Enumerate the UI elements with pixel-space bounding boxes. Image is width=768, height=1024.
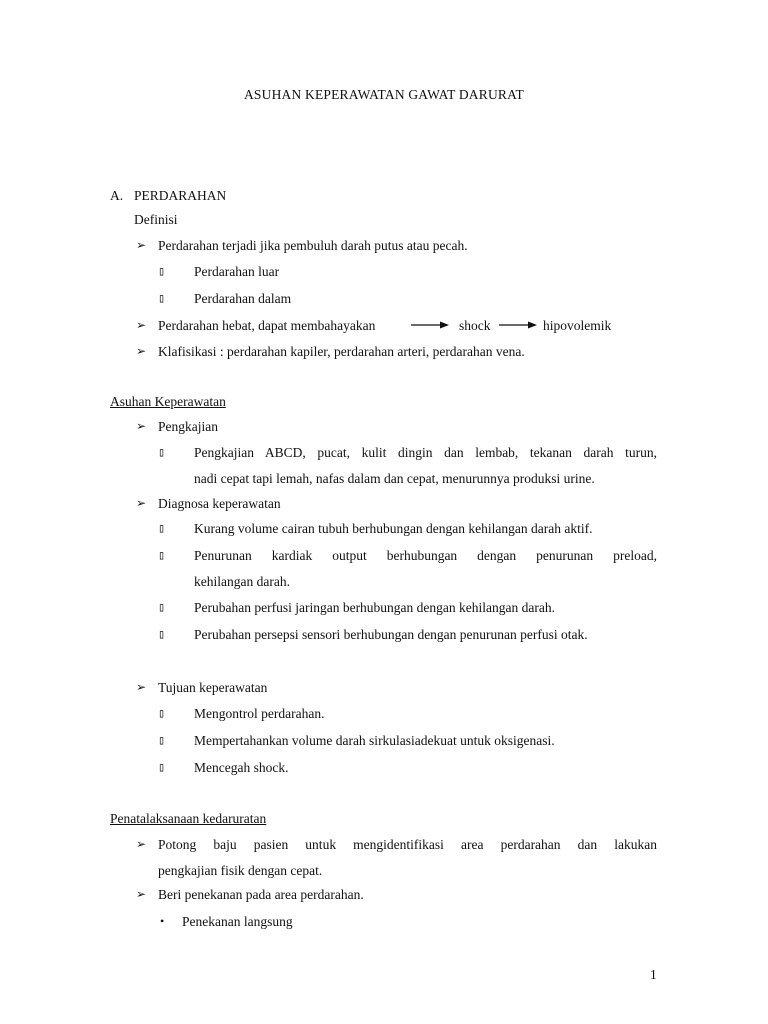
box-bullet-icon: ▯ [158, 264, 166, 278]
pengkajian-label: Pengkajian [158, 419, 218, 434]
definisi-item-1: Perdarahan terjadi jika pembuluh darah putus atau pecah. [158, 238, 468, 253]
diagnosa-label: Diagnosa keperawatan [158, 496, 281, 511]
right-arrow-icon [498, 319, 538, 331]
tujuan-item-3: Mencegah shock. [194, 760, 289, 775]
arrow-bullet-icon: ➢ [136, 419, 147, 433]
arrow-bullet-icon: ➢ [136, 318, 147, 332]
right-arrow-icon [410, 319, 450, 331]
section-a-heading: PERDARAHAN [134, 188, 227, 203]
penatalaksanaan-sub-1: Penekanan langsung [182, 914, 293, 929]
penatalaksanaan-item-1-line-1: Potong baju pasien untuk mengidentifikasi area perdarahan dan lakukan [158, 837, 657, 852]
penatalaksanaan-heading: Penatalaksanaan kedaruratan [110, 811, 267, 826]
page-number: 1 [650, 967, 657, 982]
diagnosa-item-2-line-1: Penurunan kardiak output berhubungan dengan penurunan preload, [194, 548, 657, 563]
box-bullet-icon: ▯ [158, 291, 166, 305]
arrow-bullet-icon: ➢ [136, 887, 147, 901]
penatalaksanaan-item-1-line-2: pengkajian fisik dengan cepat. [158, 863, 323, 878]
document-title: ASUHAN KEPERAWATAN GAWAT DARURAT [243, 87, 525, 102]
box-bullet-icon: ▯ [158, 733, 166, 747]
box-bullet-icon: ▯ [158, 760, 166, 774]
arrow-bullet-icon: ➢ [136, 680, 147, 694]
pengkajian-line-1: Pengkajian ABCD, pucat, kulit dingin dan lembab, tekanan darah turun, [194, 445, 657, 460]
diagnosa-item-4: Perubahan persepsi sensori berhubungan dengan penurunan perfusi otak. [194, 627, 588, 642]
box-bullet-icon: ▯ [158, 521, 166, 535]
klasifikasi-text: Klafisikasi : perdarahan kapiler, perdarahan arteri, perdarahan vena. [158, 344, 525, 359]
box-bullet-icon: ▯ [158, 600, 166, 614]
arrow-bullet-icon: ➢ [136, 344, 147, 358]
definisi-item-3: Perdarahan dalam [194, 291, 292, 306]
arrow-bullet-icon: ➢ [136, 837, 147, 851]
diagnosa-item-2-line-2: kehilangan darah. [194, 574, 290, 589]
flow-start: Perdarahan hebat, dapat membahayakan [158, 318, 376, 333]
box-bullet-icon: ▯ [158, 706, 166, 720]
flow-end: hipovolemik [543, 318, 612, 333]
box-bullet-icon: ▯ [158, 445, 166, 459]
dot-bullet-icon: • [160, 914, 165, 928]
box-bullet-icon: ▯ [158, 627, 166, 641]
diagnosa-item-1: Kurang volume cairan tubuh berhubungan dengan kehilangan darah aktif. [194, 521, 593, 536]
diagnosa-item-3: Perubahan perfusi jaringan berhubungan dengan kehilangan darah. [194, 600, 555, 615]
tujuan-label: Tujuan keperawatan [158, 680, 268, 695]
box-bullet-icon: ▯ [158, 548, 166, 562]
tujuan-item-1: Mengontrol perdarahan. [194, 706, 325, 721]
arrow-bullet-icon: ➢ [136, 496, 147, 510]
flow-middle: shock [459, 318, 491, 333]
definisi-label: Definisi [134, 212, 178, 227]
asuhan-heading: Asuhan Keperawatan [110, 394, 226, 409]
pengkajian-line-2: nadi cepat tapi lemah, nafas dalam dan cepat, menurunnya produksi urine. [194, 471, 595, 486]
arrow-bullet-icon: ➢ [136, 238, 147, 252]
tujuan-item-2: Mempertahankan volume darah sirkulasiadekuat untuk oksigenasi. [194, 733, 555, 748]
penatalaksanaan-item-2: Beri penekanan pada area perdarahan. [158, 887, 364, 902]
section-a-label: A. [110, 188, 124, 203]
definisi-item-2: Perdarahan luar [194, 264, 280, 279]
